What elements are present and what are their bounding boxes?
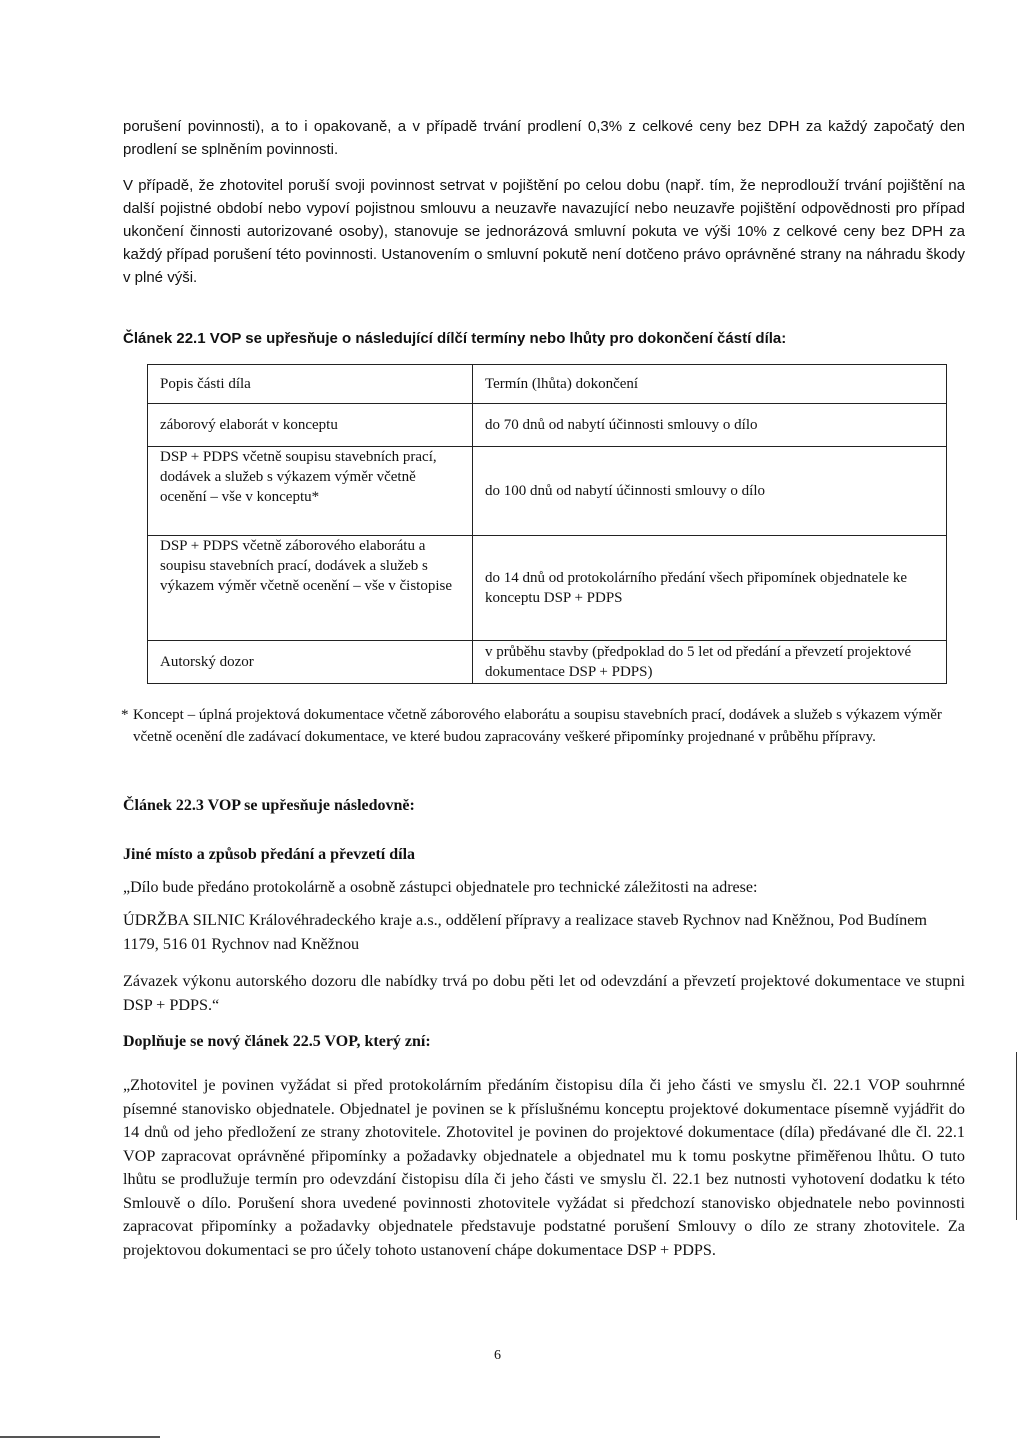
intro-paragraph-2: V případě, že zhotovitel poruší svoji povinnost setrvat v pojištění po celou dobu (např. tím, že neprodlouží trvání pojištění na další pojistné období nebo vypoví pojistnou smlouvu a neuzavře navazující nebo neuzavře pojištění odpovědnosti pro případ ukončení činnosti autorizované osoby), stanovuje se jednorázová smluvní pokuta ve výši 10% z celkové ceny bez DPH za každý případ porušení této povinnosti. Ustanovením o smluvní pokutě není dotčeno právo oprávněné strany na náhradu škody v plné výši.: [123, 177, 965, 286]
table-cell-deadline: do 70 dnů od nabytí účinnosti smlouvy o dílo: [473, 404, 947, 447]
table-row: [148, 447, 947, 536]
table-row: [148, 641, 947, 684]
handover-paragraph: „Dílo bude předáno protokolárně a osobně zástupci objednatele pro technické záležitosti na adrese:: [123, 879, 758, 896]
footnote: [121, 704, 953, 748]
bottom-line: [0, 1436, 160, 1438]
page-number: 6: [494, 1348, 501, 1363]
table-cell-part: DSP + PDPS včetně soupisu stavebních prací, dodávek a služeb s výkazem výměr včetně ocenění – vše v konceptu*: [148, 447, 473, 536]
table-cell-deadline: do 100 dnů od nabytí účinnosti smlouvy o dílo: [473, 447, 947, 536]
margin-line: [1016, 1052, 1017, 1220]
table-cell-part: DSP + PDPS včetně záborového elaborátu a soupisu stavebních prací, dodávek a služeb s výkazem výměr včetně ocenění – vše v čistopise: [148, 536, 473, 641]
table-cell-part: Autorský dozor: [148, 641, 473, 684]
article-22-5-heading: Doplňuje se nový článek 22.5 VOP, který zní:: [123, 1033, 431, 1050]
article-22-3-subheading: Jiné místo a způsob předání a převzetí díla: [123, 846, 416, 863]
article-22-1-heading: Článek 22.1 VOP se upřesňuje o následující dílčí termíny nebo lhůty pro dokončení částí díla:: [123, 330, 787, 347]
table-header-row: [148, 365, 947, 404]
handover-address: ÚDRŽBA SILNIC Královéhradeckého kraje a.s., oddělení přípravy a realizace staveb Rychnov nad Kněžnou, Pod Budínem 1179, 516 01 Rychnov nad Kněžnou: [123, 911, 927, 953]
table-cell-part: záborový elaborát v konceptu: [148, 404, 473, 447]
table-row: [148, 404, 947, 447]
table-header-cell: Popis části díla: [148, 365, 473, 404]
article-22-5-paragraph: „Zhotovitel je povinen vyžádat si před protokolárním předáním čistopisu díla či jeho části ve smyslu čl. 22.1 VOP souhrnné písemné stanovisko objednatele. Objednatel je povinen se k příslušnému konceptu projektové dokumentace písemně vyjádřit do 14 dnů od jeho předložení ze strany zhotovitele. Zhotovitel je povinen do projektové dokumentace (díla) předávané dle čl. 22.1 VOP zapracovat oprávněné připomínky a požadavky objednatele a objednatel mu k tomu poskytne přiměřenou lhůtu. O tuto lhůtu se prodlužuje termín pro odevzdání čistopisu díla či jeho části ve smyslu čl. 22.1 bez nutnosti vyhotovení dodatku k této Smlouvě o dílo. Porušení shora uvedené povinnosti zhotovitele vyžádat si předchozí stanovisko objednatele nebo povinnosti zapracovat připomínky a požadavky objednatele představuje podstatné porušení Smlouvy o dílo ze strany zhotovitele. Za projektovou dokumentaci se pro účely tohoto ustanovení chápe dokumentace DSP + PDPS.: [123, 1076, 965, 1259]
table-cell-deadline: v průběhu stavby (předpoklad do 5 let od předání a převzetí projektové dokumentace DSP + PDPS): [473, 641, 947, 684]
footnote-text: Koncept – úplná projektová dokumentace včetně záborového elaborátu a soupisu stavebních prací, dodávek a služeb s výkazem výměr včetně ocenění dle zadávací dokumentace, ve které budou zapracovány veškeré připomínky projednané v průběhu přípravy.: [133, 707, 942, 745]
supervision-paragraph: Závazek výkonu autorského dozoru dle nabídky trvá po dobu pěti let od odevzdání a převzetí projektové dokumentace ve stupni DSP + PDPS.“: [123, 972, 965, 1014]
article-22-3-heading: Článek 22.3 VOP se upřesňuje následovně:: [123, 797, 415, 814]
table-cell-deadline: do 14 dnů od protokolárního předání všech připomínek objednatele ke konceptu DSP + PDPS: [473, 536, 947, 641]
deadlines-table: [147, 364, 947, 684]
intro-paragraph-1: porušení povinnosti), a to i opakovaně, a v případě trvání prodlení 0,3% z celkové ceny bez DPH za každý započatý den prodlení se splněním povinnosti.: [123, 118, 965, 158]
table-row: [148, 536, 947, 641]
table-header-cell: Termín (lhůta) dokončení: [473, 365, 947, 404]
footnote-mark: *: [121, 707, 129, 723]
